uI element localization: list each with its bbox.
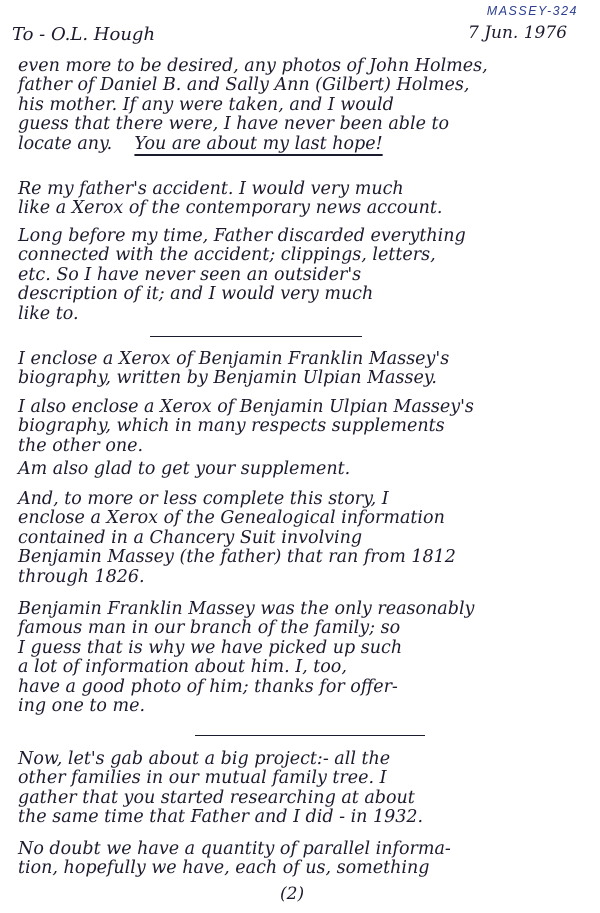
text-line: contained in a Chancery Suit involving xyxy=(18,527,363,548)
salutation: To - O.L. Hough xyxy=(12,24,156,45)
paragraph-biography-1 xyxy=(18,350,590,389)
letter-date: 7 Jun. 1976 xyxy=(468,23,568,43)
underlined-remark: You are about my last hope! xyxy=(134,133,383,154)
text-line: etc. So I have never seen an outsider's xyxy=(18,264,362,285)
text-line: connected with the accident; clippings, letters, xyxy=(18,245,436,266)
text-line: other families in our mutual family tree. I xyxy=(18,768,387,789)
text-line: I also enclose a Xerox of Benjamin Ulpian Massey's xyxy=(18,397,474,417)
text-line: gather that you started researching at about xyxy=(18,787,415,808)
text-line: I guess that is why we have picked up such xyxy=(18,637,403,658)
text-line: father of Daniel B. and Sally Ann (Gilbert) Holmes, xyxy=(18,75,470,96)
text-line: ing one to me. xyxy=(18,696,146,717)
text-line: Re my father's accident. I would very much xyxy=(18,179,404,199)
text-line: biography, which in many respects supplements xyxy=(18,416,445,437)
text-line: the same time that Father and I did - in 1932. xyxy=(18,807,424,828)
text-line: famous man in our branch of the family; so xyxy=(18,618,401,639)
section-divider xyxy=(195,735,425,736)
text-line: the other one. xyxy=(18,435,144,456)
text-line: And, to more or less complete this story, I xyxy=(18,489,389,509)
text-line: No doubt we have a quantity of parallel informa- xyxy=(18,839,451,859)
paragraph-accident xyxy=(18,180,590,219)
text-line: like to. xyxy=(18,303,79,324)
paragraph-photos xyxy=(18,57,590,154)
text-line: even more to be desired, any photos of John Holmes, xyxy=(18,56,488,76)
text-line xyxy=(18,135,590,154)
text-line: biography, written by Benjamin Ulpian Massey. xyxy=(18,368,437,389)
text-line: a lot of information about him. I, too, xyxy=(18,657,347,678)
archive-reference: MASSEY-324 xyxy=(486,4,578,18)
text-line: Long before my time, Father discarded everything xyxy=(18,226,466,246)
text-line: like a Xerox of the contemporary news account. xyxy=(18,198,443,219)
paragraph-famous-man xyxy=(18,600,590,716)
paragraph-chancery-suit xyxy=(18,490,590,587)
text-line: guess that there were, I have never been able to xyxy=(18,114,450,135)
page-number: (2) xyxy=(280,884,305,904)
text-line: have a good photo of him; thanks for offer- xyxy=(18,676,398,697)
text-line: I enclose a Xerox of Benjamin Franklin Massey's xyxy=(18,349,450,369)
text-line: Now, let's gab about a big project:- all the xyxy=(18,749,391,769)
paragraph-big-project xyxy=(18,750,590,828)
section-divider xyxy=(150,336,362,337)
paragraph-parallel-information xyxy=(18,840,590,879)
paragraph-clippings xyxy=(18,227,590,324)
text-line: Benjamin Franklin Massey was the only reasonably xyxy=(18,599,475,619)
text-line: description of it; and I would very much xyxy=(18,284,374,305)
text-fragment: locate any. xyxy=(18,133,113,154)
paragraph-biography-2 xyxy=(18,398,590,456)
text-line: Benjamin Massey (the father) that ran from 1812 xyxy=(18,547,456,568)
text-line: enclose a Xerox of the Genealogical information xyxy=(18,508,445,529)
paragraph-supplement xyxy=(18,460,590,479)
text-line: tion, hopefully we have, each of us, something xyxy=(18,858,430,879)
text-line: Am also glad to get your supplement. xyxy=(18,459,351,479)
text-line: through 1826. xyxy=(18,566,145,587)
text-line: his mother. If any were taken, and I would xyxy=(18,94,394,115)
